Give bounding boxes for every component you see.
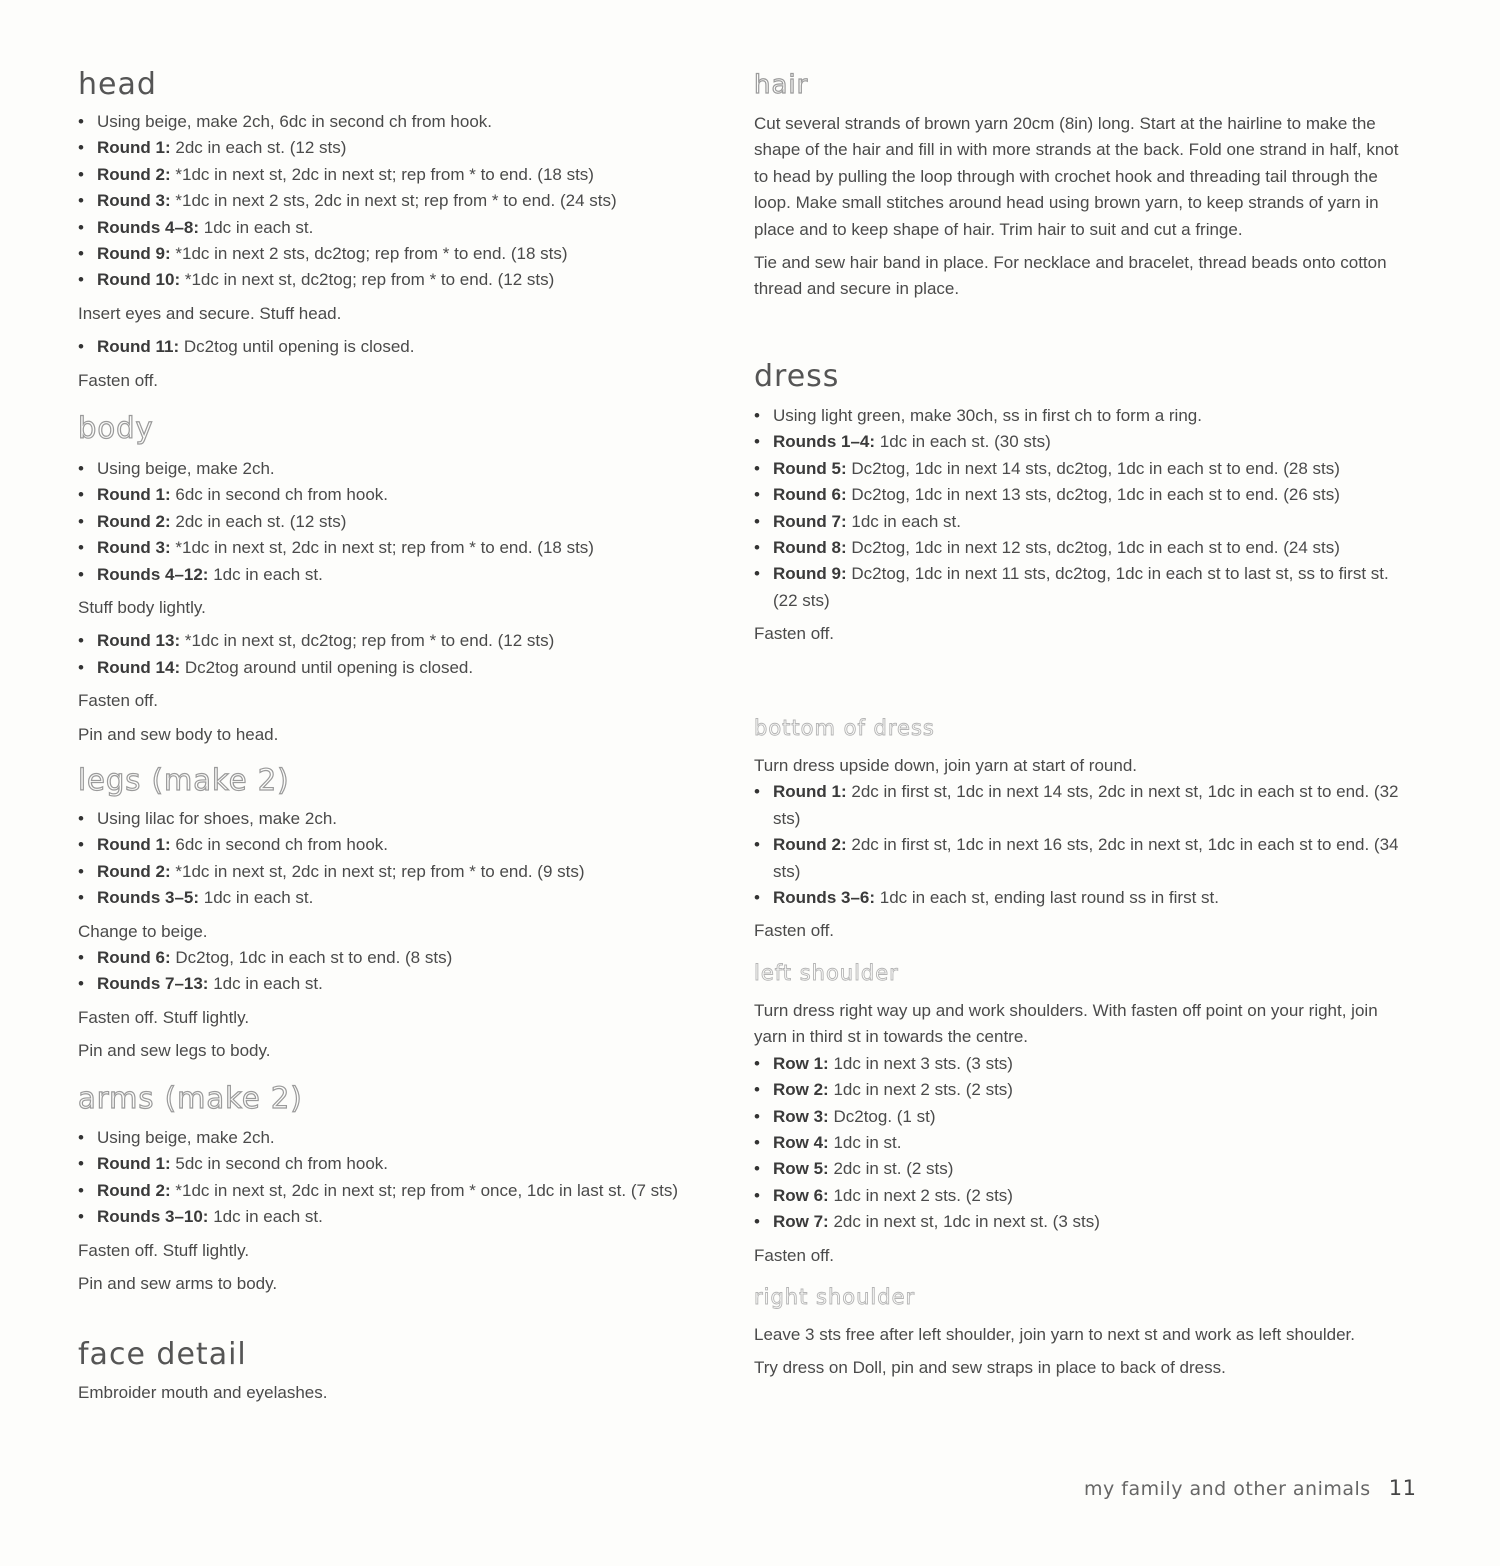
list-item bbox=[754, 482, 1414, 508]
step-text: *1dc in next st, 2dc in next st; rep from * to end. (18 sts) bbox=[170, 164, 594, 184]
step-text: 1dc in st. bbox=[828, 1133, 902, 1153]
step-label: Round 1: bbox=[97, 835, 171, 855]
step-text: *1dc in next st, dc2tog; rep from * to end. (12 sts) bbox=[180, 270, 555, 290]
heading-bottom-of-dress: bottom of dress bbox=[754, 716, 935, 740]
list-head-1 bbox=[78, 109, 708, 294]
note-bottom-1: Fasten off. bbox=[754, 921, 835, 941]
step-text: Using light green, make 30ch, ss in first ch to form a ring. bbox=[773, 406, 1202, 425]
list-item bbox=[78, 135, 708, 161]
list-item bbox=[754, 1077, 1414, 1103]
step-text: 2dc in first st, 1dc in next 16 sts, 2dc in next st, 1dc in each st to end. (34 sts) bbox=[773, 835, 1399, 881]
step-text: 6dc in second ch from hook. bbox=[170, 835, 388, 855]
list-item bbox=[78, 1178, 708, 1204]
note-head-2: Fasten off. bbox=[78, 370, 159, 390]
step-text: *1dc in next st, 2dc in next st; rep from * to end. (9 sts) bbox=[170, 861, 585, 881]
step-text: Dc2tog. (1 st) bbox=[828, 1106, 936, 1126]
step-text: *1dc in next 2 sts, dc2tog; rep from * to end. (18 sts) bbox=[170, 244, 568, 264]
note-arms-1: Fasten off. Stuff lightly. bbox=[78, 1240, 250, 1260]
list-item bbox=[78, 655, 708, 681]
step-text: 1dc in each st. bbox=[208, 564, 323, 584]
step-text: 2dc in st. (2 sts) bbox=[828, 1159, 954, 1179]
step-label: Round 10: bbox=[97, 270, 181, 290]
list-item bbox=[78, 509, 708, 535]
list-item bbox=[78, 267, 708, 293]
list-item bbox=[78, 562, 708, 588]
step-label: Round 1: bbox=[97, 485, 171, 505]
step-label: Round 13: bbox=[97, 631, 181, 651]
heading-right-shoulder: right shoulder bbox=[754, 1285, 916, 1309]
note-dress-1: Fasten off. bbox=[754, 624, 835, 644]
step-text: *1dc in next st, dc2tog; rep from * to end. (12 sts) bbox=[180, 631, 555, 651]
heading-head: head bbox=[78, 67, 157, 102]
list-item bbox=[78, 241, 708, 267]
section-bottom-of-dress bbox=[754, 718, 1414, 945]
step-text: Dc2tog, 1dc in each st to end. (8 sts) bbox=[170, 948, 453, 968]
step-text: 1dc in each st. bbox=[846, 511, 961, 531]
step-label: Round 1: bbox=[97, 1154, 171, 1174]
list-item bbox=[754, 561, 1414, 614]
list-bottom-1 bbox=[754, 779, 1414, 911]
heading-arms: arms (make 2) bbox=[78, 1081, 303, 1115]
heading-hair: hair bbox=[754, 70, 809, 100]
step-label: Round 2: bbox=[773, 835, 847, 855]
section-head bbox=[78, 67, 708, 394]
note-body-1: Stuff body lightly. bbox=[78, 598, 206, 618]
step-text: Dc2tog, 1dc in next 11 sts, dc2tog, 1dc in each st to last st, ss to first st. (22 sts) bbox=[773, 564, 1389, 610]
list-item bbox=[754, 403, 1414, 429]
step-label: Round 1: bbox=[773, 782, 847, 802]
list-item bbox=[78, 535, 708, 561]
list-legs-2 bbox=[78, 945, 708, 998]
step-label: Round 3: bbox=[97, 191, 171, 211]
hair-paragraph-1: Cut several strands of brown yarn 20cm (8in) long. Start at the hairline to make the shape of the hair and fill in with more strands at the back. Fold one strand in half, knot to head by pulling the loop through with crochet hook and threading tail through the loop. Make small stitches around head using brown yarn, to keep strands of yarn in place and to keep shape of hair. Trim hair to suit and cut a fringe. bbox=[754, 114, 1399, 239]
step-label: Row 4: bbox=[773, 1133, 829, 1153]
step-label: Rounds 3–10: bbox=[97, 1207, 209, 1227]
list-dress-1 bbox=[754, 403, 1414, 614]
list-left-1 bbox=[754, 1051, 1414, 1236]
section-arms bbox=[78, 1081, 708, 1297]
heading-face: face detail bbox=[78, 1337, 247, 1372]
step-label: Row 5: bbox=[773, 1159, 829, 1179]
note-head-1: Insert eyes and secure. Stuff head. bbox=[78, 303, 342, 323]
list-item bbox=[754, 1051, 1414, 1077]
step-label: Round 6: bbox=[773, 485, 847, 505]
note-legs-2: Fasten off. Stuff lightly. bbox=[78, 1007, 250, 1027]
step-label: Round 14: bbox=[97, 657, 181, 677]
step-text: Dc2tog, 1dc in next 13 sts, dc2tog, 1dc in each st to end. (26 sts) bbox=[846, 485, 1340, 505]
step-text: *1dc in next st, 2dc in next st; rep from * once, 1dc in last st. (7 sts) bbox=[170, 1180, 679, 1200]
step-text: Dc2tog until opening is closed. bbox=[179, 337, 415, 357]
step-text: Dc2tog, 1dc in next 12 sts, dc2tog, 1dc in each st to end. (24 sts) bbox=[846, 538, 1340, 558]
section-face bbox=[78, 1337, 708, 1406]
list-item bbox=[78, 885, 708, 911]
note-left-0: Turn dress right way up and work shoulders. With fasten off point on your right, join yarn in third st in towards the centre. bbox=[754, 1001, 1378, 1047]
list-item bbox=[754, 1183, 1414, 1209]
step-text: Dc2tog around until opening is closed. bbox=[180, 657, 474, 677]
step-label: Round 2: bbox=[97, 511, 171, 531]
list-item bbox=[754, 509, 1414, 535]
hair-paragraph-2: Tie and sew hair band in place. For necklace and bracelet, thread beads onto cotton thread and secure in place. bbox=[754, 253, 1387, 299]
step-text: 1dc in next 2 sts. (2 sts) bbox=[828, 1185, 1013, 1205]
list-item bbox=[78, 188, 708, 214]
step-text: Using beige, make 2ch. bbox=[97, 1128, 275, 1147]
list-arms-1 bbox=[78, 1125, 708, 1231]
list-item bbox=[78, 162, 708, 188]
list-item bbox=[754, 1209, 1414, 1235]
list-item bbox=[754, 429, 1414, 455]
step-label: Round 9: bbox=[97, 244, 171, 264]
step-text: Using beige, make 2ch. bbox=[97, 459, 275, 478]
list-body-2 bbox=[78, 628, 708, 681]
section-right-shoulder bbox=[754, 1287, 1414, 1382]
step-text: Using beige, make 2ch, 6dc in second ch from hook. bbox=[97, 112, 492, 131]
list-item bbox=[78, 1151, 708, 1177]
section-legs bbox=[78, 763, 708, 1065]
list-item bbox=[754, 1130, 1414, 1156]
step-label: Rounds 7–13: bbox=[97, 974, 209, 994]
list-item bbox=[78, 1125, 708, 1151]
step-label: Round 2: bbox=[97, 861, 171, 881]
step-label: Round 5: bbox=[773, 458, 847, 478]
step-text: 1dc in next 3 sts. (3 sts) bbox=[828, 1053, 1013, 1073]
note-arms-2: Pin and sew arms to body. bbox=[78, 1274, 278, 1294]
heading-dress: dress bbox=[754, 359, 840, 394]
list-head-2 bbox=[78, 334, 708, 360]
step-text: 5dc in second ch from hook. bbox=[170, 1154, 388, 1174]
step-text: 1dc in each st. bbox=[199, 888, 314, 908]
step-text: 2dc in each st. (12 sts) bbox=[170, 138, 347, 158]
list-body-1 bbox=[78, 456, 708, 588]
step-text: 1dc in each st. (30 sts) bbox=[875, 432, 1051, 452]
step-label: Rounds 3–5: bbox=[97, 888, 200, 908]
section-body bbox=[78, 411, 708, 748]
step-text: 2dc in next st, 1dc in next st. (3 sts) bbox=[828, 1212, 1100, 1232]
step-text: 2dc in each st. (12 sts) bbox=[170, 511, 347, 531]
step-text: *1dc in next 2 sts, 2dc in next st; rep from * to end. (24 sts) bbox=[170, 191, 617, 211]
step-text: 2dc in first st, 1dc in next 14 sts, 2dc in next st, 1dc in each st to end. (32 sts) bbox=[773, 782, 1399, 828]
heading-legs: legs (make 2) bbox=[78, 763, 290, 797]
list-item bbox=[78, 806, 708, 832]
step-text: 1dc in next 2 sts. (2 sts) bbox=[828, 1080, 1013, 1100]
note-body-3: Pin and sew body to head. bbox=[78, 724, 279, 744]
list-item bbox=[78, 628, 708, 654]
step-label: Rounds 3–6: bbox=[773, 888, 876, 908]
list-item bbox=[78, 482, 708, 508]
list-item bbox=[754, 832, 1414, 885]
list-legs-1 bbox=[78, 806, 708, 912]
page-footer bbox=[1084, 1476, 1416, 1500]
step-label: Round 8: bbox=[773, 538, 847, 558]
list-item bbox=[754, 535, 1414, 561]
list-item bbox=[78, 215, 708, 241]
step-label: Row 7: bbox=[773, 1212, 829, 1232]
step-label: Rounds 4–8: bbox=[97, 217, 200, 237]
step-label: Round 1: bbox=[97, 138, 171, 158]
list-item bbox=[78, 832, 708, 858]
step-text: Dc2tog, 1dc in next 14 sts, dc2tog, 1dc in each st to end. (28 sts) bbox=[846, 458, 1340, 478]
list-item bbox=[754, 456, 1414, 482]
list-item bbox=[754, 1104, 1414, 1130]
step-text: 6dc in second ch from hook. bbox=[170, 485, 388, 505]
step-text: *1dc in next st, 2dc in next st; rep from * to end. (18 sts) bbox=[170, 538, 594, 558]
step-text: Using lilac for shoes, make 2ch. bbox=[97, 809, 337, 828]
step-label: Round 7: bbox=[773, 511, 847, 531]
step-text: 1dc in each st, ending last round ss in first st. bbox=[875, 888, 1219, 908]
step-label: Round 2: bbox=[97, 164, 171, 184]
heading-left-shoulder: left shoulder bbox=[754, 961, 899, 985]
note-left-1: Fasten off. bbox=[754, 1245, 835, 1265]
step-label: Row 1: bbox=[773, 1053, 829, 1073]
note-right-0: Leave 3 sts free after left shoulder, join yarn to next st and work as left shoulder. bbox=[754, 1325, 1356, 1344]
note-legs-1: Change to beige. bbox=[78, 921, 208, 941]
list-item bbox=[78, 334, 708, 360]
list-item bbox=[78, 109, 708, 135]
step-label: Round 6: bbox=[97, 948, 171, 968]
list-item bbox=[78, 1204, 708, 1230]
list-item bbox=[78, 859, 708, 885]
list-item bbox=[78, 971, 708, 997]
step-label: Round 11: bbox=[97, 337, 180, 357]
note-right-1: Try dress on Doll, pin and sew straps in place to back of dress. bbox=[754, 1358, 1226, 1378]
section-dress bbox=[754, 359, 1414, 648]
page-number: 11 bbox=[1388, 1476, 1417, 1500]
step-label: Round 9: bbox=[773, 564, 847, 584]
note-face-1: Embroider mouth and eyelashes. bbox=[78, 1383, 328, 1402]
step-text: 1dc in each st. bbox=[199, 217, 314, 237]
note-bottom-0: Turn dress upside down, join yarn at start of round. bbox=[754, 756, 1138, 775]
step-label: Row 2: bbox=[773, 1080, 829, 1100]
step-label: Round 3: bbox=[97, 538, 171, 558]
footer-title: my family and other animals bbox=[1084, 1478, 1371, 1500]
step-label: Rounds 1–4: bbox=[773, 432, 876, 452]
step-label: Row 3: bbox=[773, 1106, 829, 1126]
step-label: Row 6: bbox=[773, 1185, 829, 1205]
list-item bbox=[754, 885, 1414, 911]
note-legs-3: Pin and sew legs to body. bbox=[78, 1041, 271, 1061]
section-left-shoulder bbox=[754, 963, 1414, 1269]
list-item bbox=[78, 456, 708, 482]
section-hair bbox=[754, 72, 1414, 303]
list-item bbox=[754, 779, 1414, 832]
list-item bbox=[78, 945, 708, 971]
step-text: 1dc in each st. bbox=[208, 1207, 323, 1227]
heading-body: body bbox=[78, 411, 154, 445]
list-item bbox=[754, 1156, 1414, 1182]
note-body-2: Fasten off. bbox=[78, 691, 159, 711]
step-text: 1dc in each st. bbox=[208, 974, 323, 994]
step-label: Round 2: bbox=[97, 1180, 171, 1200]
step-label: Rounds 4–12: bbox=[97, 564, 209, 584]
